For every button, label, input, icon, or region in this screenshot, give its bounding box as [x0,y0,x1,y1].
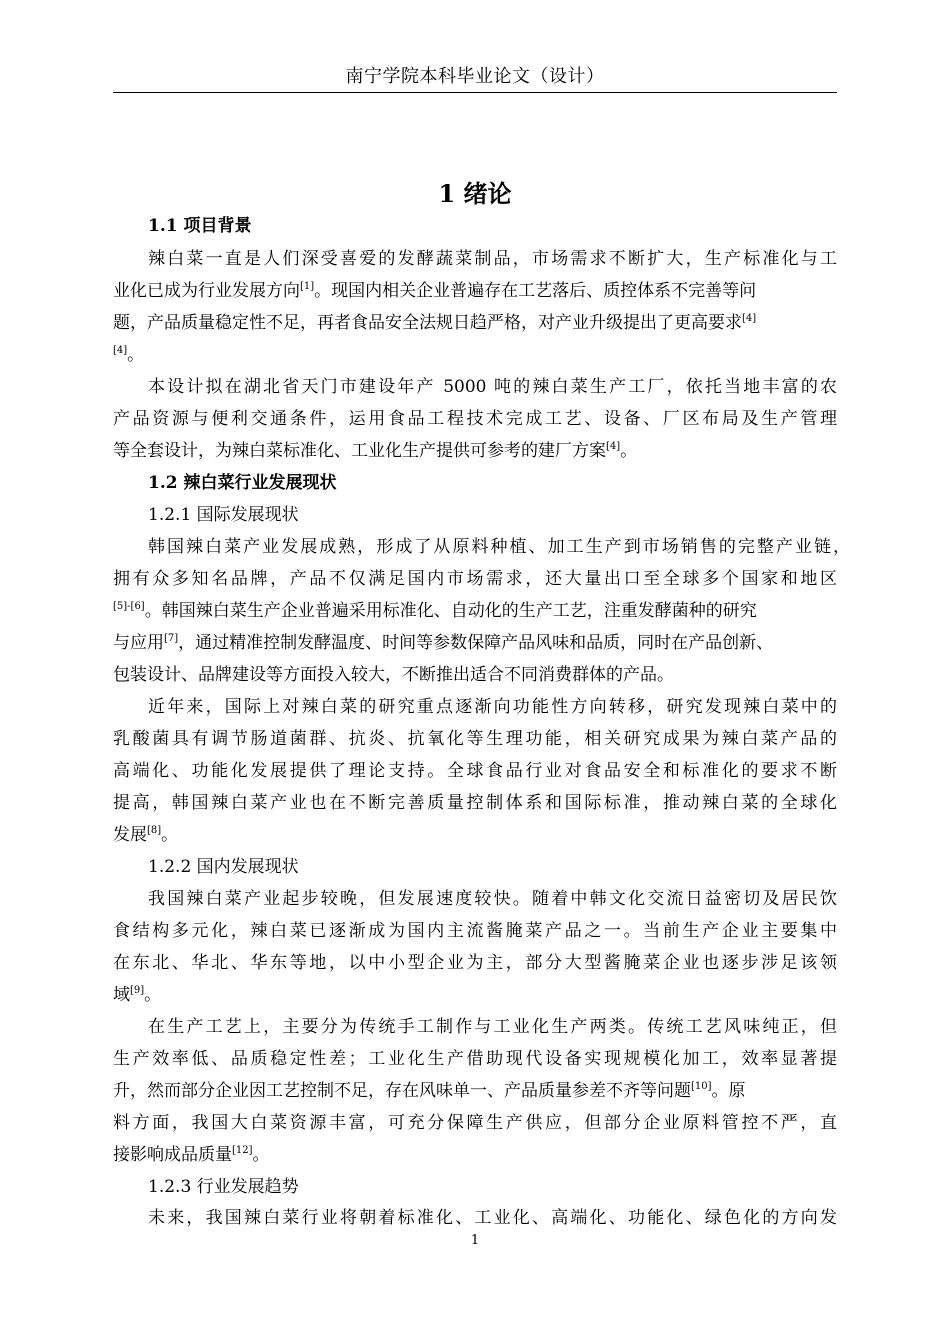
citation: [10] [691,1081,712,1092]
page-number: 1 [470,1233,480,1248]
text-run: 发展 [113,825,147,845]
paragraph-line [113,1142,270,1168]
paragraph-line: 在东北、华北、华东等地，以中小型企业为主，部分大型酱腌菜企业也逐步涉足该领 [113,953,837,973]
running-header: 南宁学院本科毕业论文（设计） [345,66,605,87]
text-run: 业化已成为行业发展方向 [113,281,300,301]
citation: [4] [113,345,128,356]
text-run: 。 [127,345,145,365]
paragraph-line: 本设计拟在湖北省天门市建设年产 5000 吨的辣白菜生产工厂，依托当地丰富的农 [148,377,837,397]
paragraph-line: 我国辣白菜产业起步较晚，但发展速度较快。随着中韩文化交流日益密切及居民饮 [148,889,837,909]
paragraph-line [113,310,837,336]
paragraph-line [113,630,850,656]
citation: [12] [232,1145,253,1156]
text-run: 与应用 [113,633,164,653]
paragraph-line: 在生产工艺上，主要分为传统手工制作与工业化生产两类。传统工艺风味纯正，但 [148,1017,837,1037]
text-run: 。原 [711,1081,746,1101]
text-run: 接影响成品质量 [113,1145,232,1165]
paragraph-line: 高端化、功能化发展提供了理论支持。全球食品行业对食品安全和标准化的要求不断 [113,761,837,781]
text-run: 题，产品质量稳定性不足，再者食品安全法规日趋严格，对产业升级提出了更高要求 [113,313,742,333]
text-run: 域 [113,985,130,1005]
paragraph-line [113,982,161,1008]
paragraph-line: 拥有众多知名品牌，产品不仅满足国内市场需求，还大量出口至全球多个国家和地区 [113,569,837,589]
paragraph-line: 乳酸菌具有调节肠道菌群、抗炎、抗氧化等生理功能，相关研究成果为辣白菜产品的 [113,729,837,749]
citation: [5]-[6] [113,601,145,612]
citation: [4] [606,441,621,452]
text-run: 。 [252,1145,270,1165]
paragraph-line [113,278,837,304]
citation: [1] [300,281,315,292]
paragraph-line: 食结构多元化，辣白菜已逐渐成为国内主流酱腌菜产品之一。当前生产企业主要集中 [113,921,837,941]
chapter-title: 1 绪论 [438,179,512,208]
paragraph-line: 未来，我国辣白菜行业将朝着标准化、工业化、高端化、功能化、绿色化的方向发 [148,1208,837,1228]
paragraph-line [113,1078,837,1104]
citation: [8] [147,825,162,836]
paragraph-line [113,342,144,368]
text-run: 。 [144,985,162,1005]
paragraph-line: 辣白菜一直是人们深受喜爱的发酵蔬菜制品，市场需求不断扩大，生产标准化与工 [148,249,837,269]
paragraph-line: 料方面，我国大白菜资源丰富，可充分保障生产供应，但部分企业原料管控不严，直 [113,1113,837,1133]
text-run: 。韩国辣白菜生产企业普遍采用标准化、自动化的生产工艺，注重发酵菌种的研究 [144,601,757,621]
header-rule [113,92,837,93]
citation: [7] [164,633,179,644]
paragraph-line: 近年来，国际上对辣白菜的研究重点逐渐向功能性方向转移，研究发现辣白菜中的 [148,697,837,717]
text-run: 。现国内相关企业普遍存在工艺落后、质控体系不完善等问 [314,281,757,301]
subsection-heading-1-2-3: 1.2.3 行业发展趋势 [148,1177,299,1197]
paragraph-line: 韩国辣白菜产业发展成熟，形成了从原料种植、加工生产到市场销售的完整产业链， [148,537,850,557]
paragraph-line [113,598,837,624]
subsection-heading-1-2-2: 1.2.2 国内发展现状 [148,857,299,877]
paragraph-line [113,822,178,848]
text-run: 升，然而部分企业因工艺控制不足，存在风味单一、产品质量参差不齐等问题 [113,1081,691,1101]
text-run: 等全套设计，为辣白菜标准化、工业化生产提供可参考的建厂方案 [113,441,606,461]
paragraph-line [113,438,637,464]
citation: [9] [130,985,145,996]
subsection-heading-1-2-1: 1.2.1 国际发展现状 [148,505,299,525]
citation: [4] [742,313,757,324]
text-run: 。 [161,825,179,845]
text-run: ，通过精准控制发酵温度、时间等参数保障产品风味和品质，同时在产品创新、 [178,633,774,653]
paragraph-line: 包装设计、品牌建设等方面投入较大，不断推出适合不同消费群体的产品。 [113,665,674,685]
section-heading-1-1: 1.1 项目背景 [148,216,252,236]
paragraph-line: 提高，韩国辣白菜产业也在不断完善质量控制体系和国际标准，推动辣白菜的全球化 [113,793,837,813]
text-run: 。 [620,441,638,461]
section-heading-1-2: 1.2 辣白菜行业发展现状 [148,473,337,493]
paragraph-line: 生产效率低、品质稳定性差；工业化生产借助现代设备实现规模化加工，效率显著提 [113,1049,837,1069]
paragraph-line: 产品资源与便利交通条件，运用食品工程技术完成工艺、设备、厂区布局及生产管理 [113,409,837,429]
